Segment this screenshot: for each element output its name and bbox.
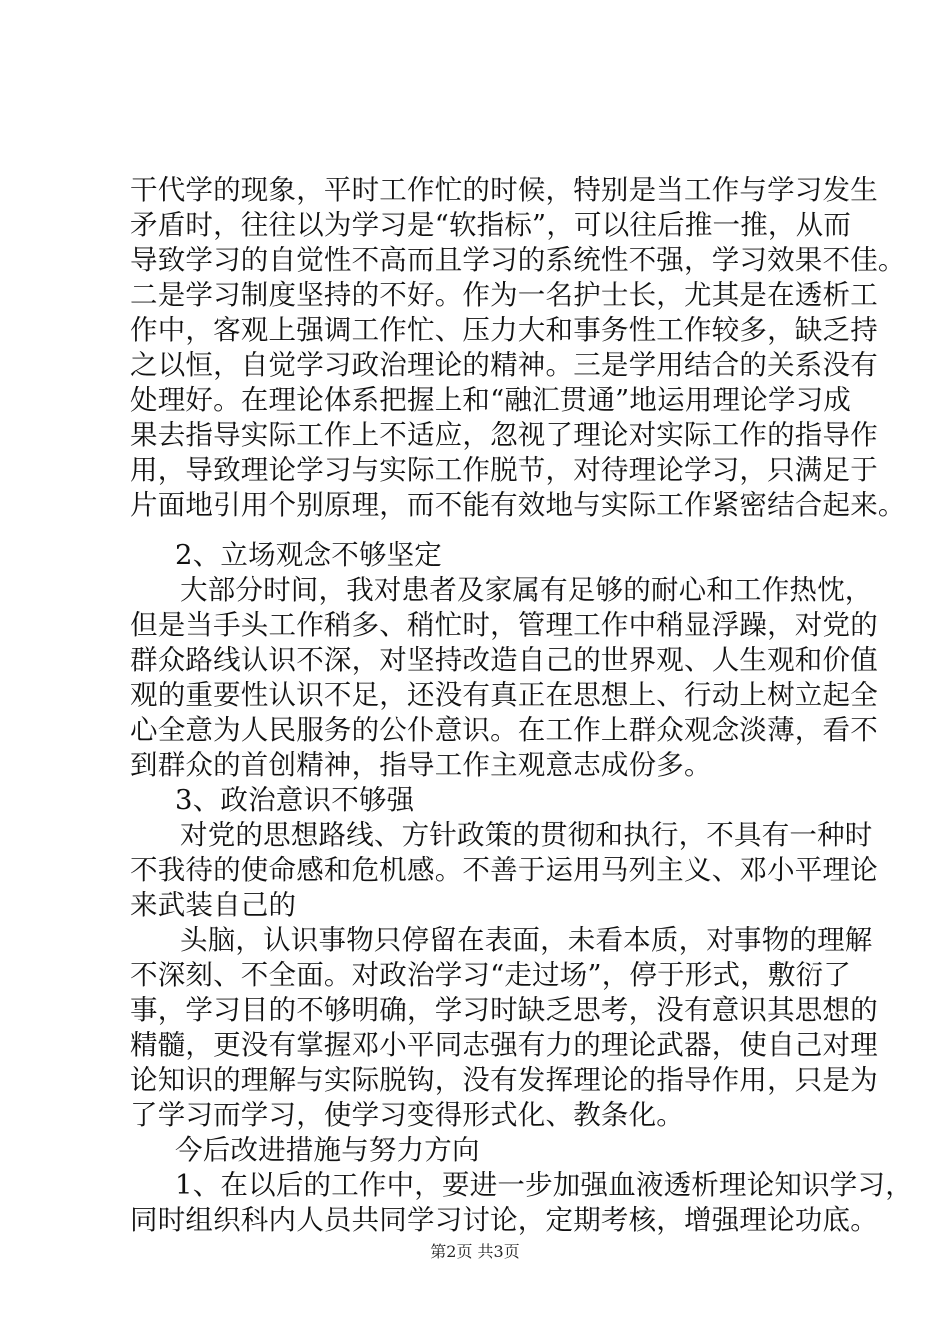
text-line: 矛盾时，往往以为学习是“软指标”，可以往后推一推，从而 [130, 209, 852, 241]
text-line: 干代学的现象，平时工作忙的时候，特别是当工作与学习发生 [130, 174, 878, 206]
text-line: 来武装自己的 [130, 889, 297, 921]
text-line: 群众路线认识不深，对坚持改造自己的世界观、人生观和价值 [130, 644, 878, 676]
page-number: 第2页 共3页 [430, 1242, 520, 1261]
text-line: 处理好。在理论体系把握上和“融汇贯通”地运用理论学习成 [130, 384, 852, 416]
section-heading: 3、政治意识不够强 [175, 784, 415, 816]
text-line: 论知识的理解与实际脱钩，没有发挥理论的指导作用，只是为 [130, 1064, 878, 1096]
text-line: 用，导致理论学习与实际工作脱节，对待理论学习，只满足于 [130, 454, 878, 486]
text-line: 不我待的使命感和危机感。不善于运用马列主义、邓小平理论 [130, 854, 878, 886]
text-line: 之以恒，自觉学习政治理论的精神。三是学用结合的关系没有 [130, 349, 878, 381]
text-line: 作中，客观上强调工作忙、压力大和事务性工作较多，缺乏持 [130, 314, 878, 346]
section-heading: 今后改进措施与努力方向 [175, 1134, 480, 1166]
text-line: 片面地引用个别原理，而不能有效地与实际工作紧密结合起来。 [130, 489, 906, 521]
text-line: 果去指导实际工作上不适应，忽视了理论对实际工作的指导作 [130, 419, 878, 451]
text-line: 了学习而学习，使学习变得形式化、教条化。 [130, 1099, 684, 1131]
text-line: 同时组织科内人员共同学习讨论，定期考核，增强理论功底。 [130, 1204, 878, 1236]
text-line: 但是当手头工作稍多、稍忙时，管理工作中稍显浮躁，对党的 [130, 609, 878, 641]
text-line: 不深刻、不全面。对政治学习“走过场”，停于形式，敷衍了 [130, 959, 852, 991]
text-line: 导致学习的自觉性不高而且学习的系统性不强，学习效果不佳。 [130, 244, 906, 276]
text-line: 精髓，更没有掌握邓小平同志强有力的理论武器，使自己对理 [130, 1029, 878, 1061]
text-line: 心全意为人民服务的公仆意识。在工作上群众观念淡薄，看不 [130, 714, 878, 746]
section-heading: 2、立场观念不够坚定 [175, 539, 442, 571]
text-line: 大部分时间，我对患者及家属有足够的耐心和工作热忱， [180, 574, 873, 606]
text-line: 事，学习目的不够明确，学习时缺乏思考，没有意识其思想的 [130, 994, 878, 1026]
text-line: 头脑，认识事物只停留在表面，未看本质，对事物的理解 [180, 924, 873, 956]
text-line: 二是学习制度坚持的不好。作为一名护士长，尤其是在透析工 [130, 279, 878, 311]
text-line: 到群众的首创精神，指导工作主观意志成份多。 [130, 749, 712, 781]
text-line: 对党的思想路线、方针政策的贯彻和执行，不具有一种时 [180, 819, 873, 851]
text-line: 观的重要性认识不足，还没有真正在思想上、行动上树立起全 [130, 679, 878, 711]
text-line: 1、在以后的工作中，要进一步加强血液透析理论知识学习， [175, 1169, 913, 1201]
